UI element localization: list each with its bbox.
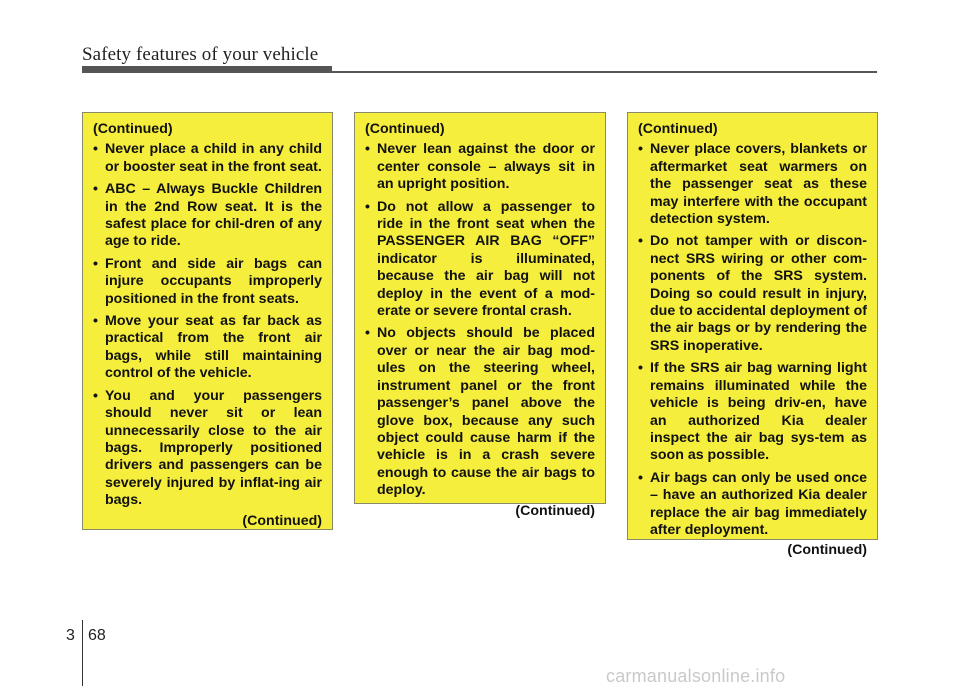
continued-label-top: (Continued)	[365, 121, 445, 137]
warning-item: • If the SRS air bag warning light remains illuminated while the vehicle is being driv-en, have an authorized Kia dealer inspect the air bag sys-tem as soon as possible.	[638, 360, 867, 464]
warning-item: • Do not allow a passenger to ride in the front seat when the PASSENGER AIR BAG “OFF” indicator is illuminated, because the air bag will not deploy in the event of a mod-erate or severe frontal crash.	[365, 199, 595, 321]
continued-label-bottom: (Continued)	[242, 512, 322, 529]
continued-label-bottom: (Continued)	[515, 502, 595, 519]
footer-rule	[82, 620, 83, 686]
warning-item: • Never lean against the door or center console – always sit in an upright position.	[365, 141, 595, 193]
continued-label-top: (Continued)	[93, 121, 173, 137]
warning-box-3	[627, 112, 878, 559]
watermark: carmanualsonline.info	[606, 666, 786, 686]
page-header-title: Safety features of your vehicle	[82, 44, 319, 65]
continued-label-top: (Continued)	[638, 121, 718, 137]
continued-label-bottom: (Continued)	[787, 542, 867, 559]
warning-item: • Front and side air bags can injure occupants improperly positioned in the front seats.	[93, 256, 322, 308]
warning-box-2	[354, 112, 606, 519]
warning-item: • You and your passengers should never sit or lean unnecessarily close to the air bags. Improperly positioned drivers and passengers can be severely injured by inflat-ing air bags.	[93, 388, 322, 510]
warning-item: • No objects should be placed over or near the air bag mod-ules on the steering wheel, instrument panel or the front passenger’s panel above the glove box, because any such object could cause harm if the vehicle is in a crash severe enough to cause the air bags to deploy.	[365, 325, 595, 499]
warning-item: • Never place a child in any child or booster seat in the front seat.	[93, 141, 322, 176]
warning-list	[93, 141, 322, 509]
section-number: 3	[66, 627, 75, 644]
warning-list	[365, 141, 595, 499]
page-number: 68	[88, 627, 106, 644]
warning-item: • Move your seat as far back as practical from the front air bags, while still maintaining control of the vehicle.	[93, 313, 322, 383]
warning-item: • ABC – Always Buckle Children in the 2nd Row seat. It is the safest place for chil-dren of any age to ride.	[93, 181, 322, 251]
warning-item: • Never place covers, blankets or aftermarket seat warmers on the passenger seat as these may interfere with the occupant detection system.	[638, 141, 867, 228]
header-rule-thin	[82, 71, 877, 73]
warning-item: • Air bags can only be used once – have an authorized Kia dealer replace the air bag immediately after deployment.	[638, 470, 867, 540]
warning-item: • Do not tamper with or discon-nect SRS wiring or other com-ponents of the SRS system. Doing so could result in injury, due to accidental deployment of the air bags or by rendering the SRS inoperative.	[638, 233, 867, 355]
warning-list	[638, 141, 867, 539]
warning-box-1	[82, 112, 333, 530]
